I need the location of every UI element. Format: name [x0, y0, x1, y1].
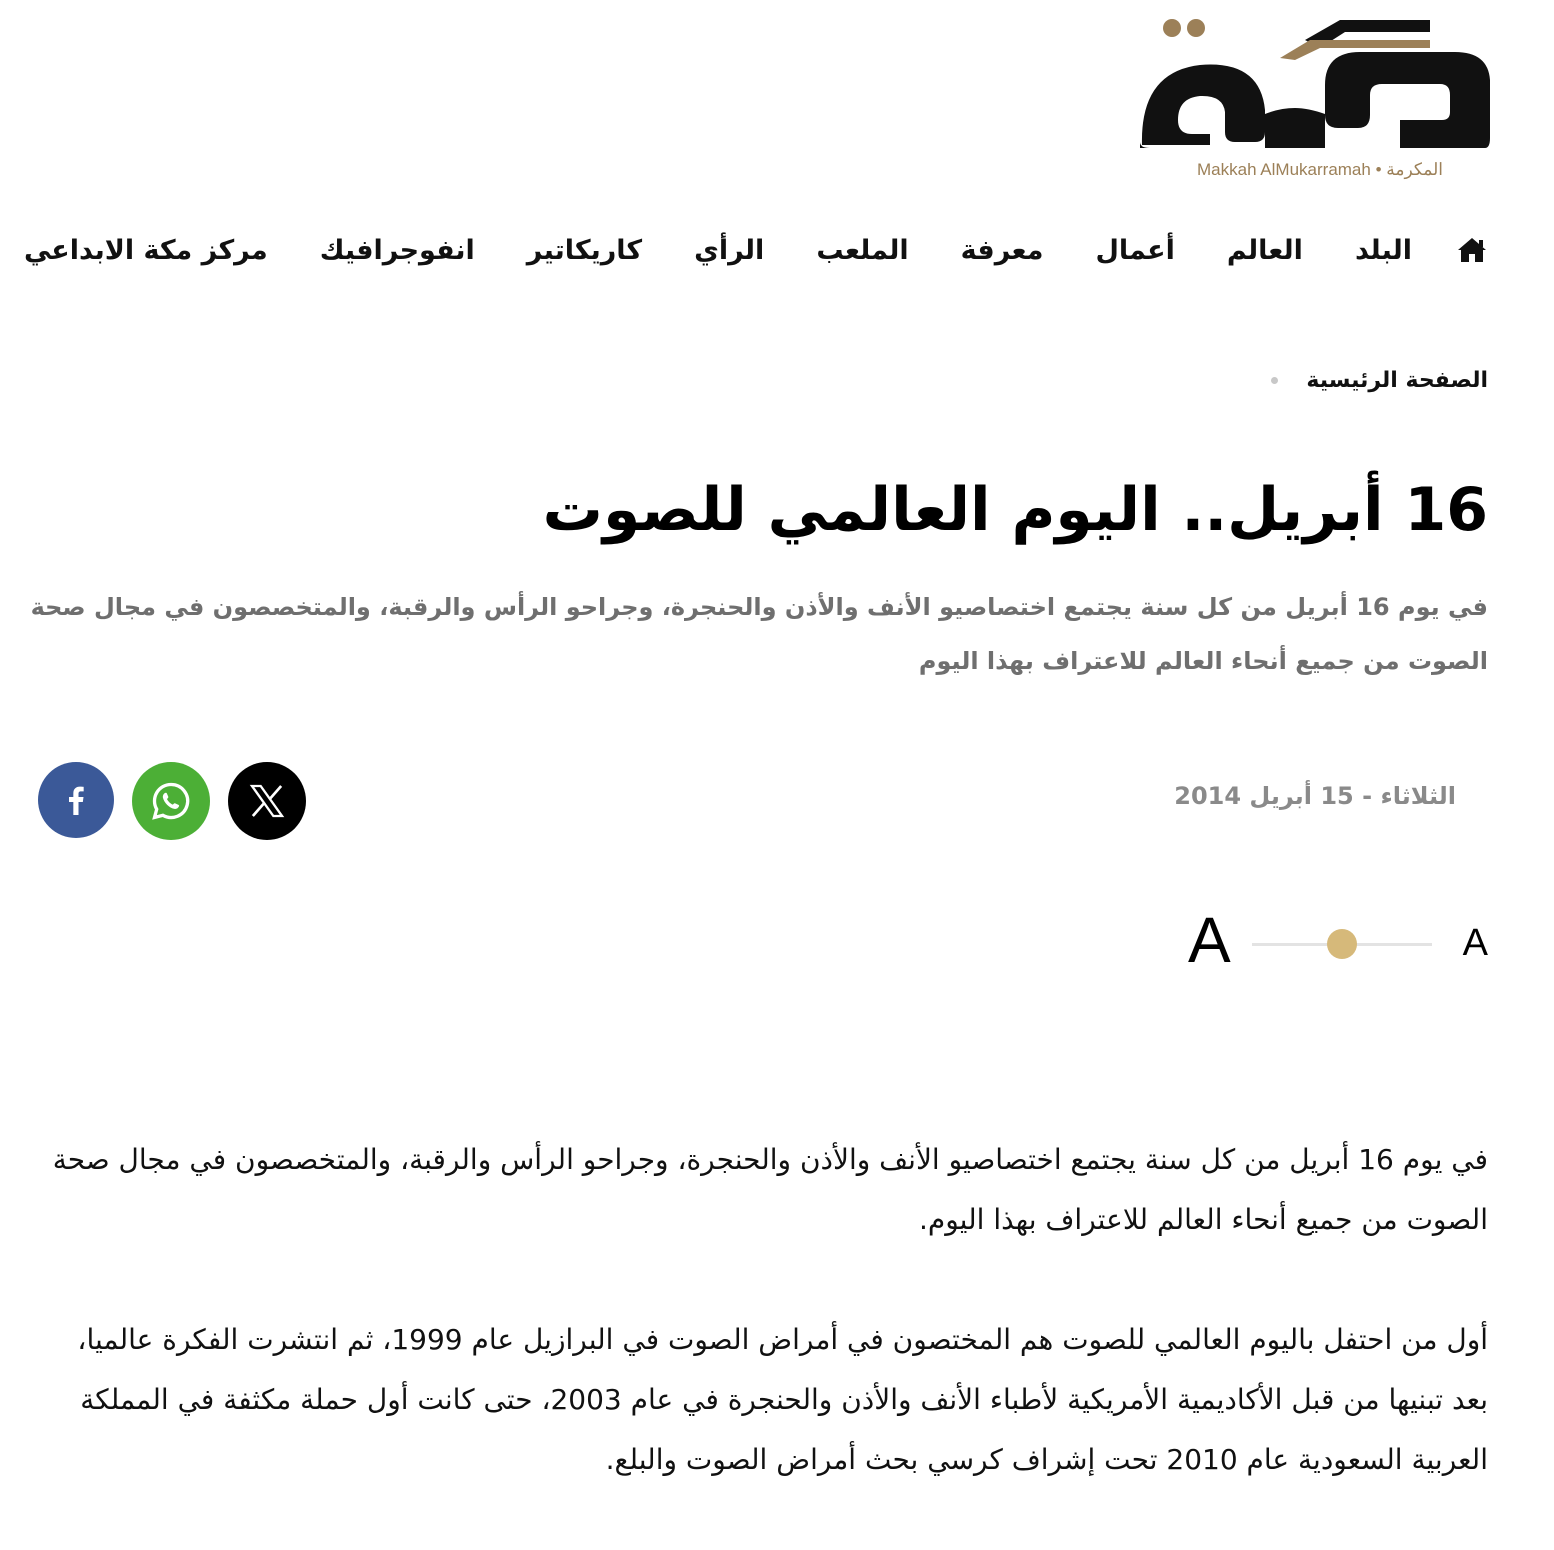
breadcrumb-home-link[interactable]: الصفحة الرئيسية [1306, 368, 1488, 393]
nav-item-business[interactable]: أعمال [1095, 234, 1175, 266]
home-nav-button[interactable] [1456, 234, 1488, 266]
nav-item-albalad[interactable]: البلد [1354, 234, 1412, 266]
font-size-control [1188, 905, 1488, 985]
nav-item-caricature[interactable]: كاريكاتير [526, 234, 643, 266]
article-summary: في يوم 16 أبريل من كل سنة يجتمع اختصاصيو الأنف والأذن والحنجرة، وجراحو الرأس والرقبة، والمتخصصون في مجال صحة الصوت من جميع أنحاء العالم للاعتراف بهذا اليوم [30, 593, 1488, 675]
nav-item-knowledge[interactable]: معرفة [960, 234, 1044, 266]
font-size-slider-knob[interactable] [1327, 929, 1357, 959]
site-logo[interactable] [1130, 10, 1500, 190]
breadcrumb-separator [1271, 377, 1278, 384]
nav-item-creative-center[interactable]: مركز مكة الابداعي [23, 234, 268, 266]
whatsapp-icon [149, 779, 193, 823]
article-title: 16 أبريل.. اليوم العالمي للصوت [542, 475, 1488, 545]
nav-item-sports[interactable]: الملعب [816, 234, 909, 266]
share-facebook-button[interactable] [38, 762, 114, 838]
article-date: الثلاثاء - 15 أبريل 2014 [1174, 782, 1456, 810]
article-body [38, 1130, 1488, 1550]
share-x-button[interactable] [228, 762, 306, 840]
home-icon [1456, 236, 1488, 264]
facebook-icon [56, 778, 96, 822]
font-size-increase-label[interactable]: A [1188, 904, 1231, 976]
font-size-decrease-label[interactable]: A [1462, 922, 1488, 964]
article-paragraph: في يوم 16 أبريل من كل سنة يجتمع اختصاصيو الأنف والأذن والحنجرة، وجراحو الرأس والرقبة، والمتخصصون في مجال صحة الصوت من جميع أنحاء العالم للاعتراف بهذا اليوم. [52, 1143, 1488, 1236]
main-nav [24, 222, 1488, 278]
share-buttons [38, 762, 306, 840]
nav-item-opinion[interactable]: الرأي [694, 234, 765, 266]
nav-item-world[interactable]: العالم [1226, 234, 1303, 266]
breadcrumb [1271, 368, 1488, 393]
article-paragraph: أول من احتفل باليوم العالمي للصوت هم المختصون في أمراض الصوت في البرازيل عام 1999، ثم انتشرت الفكرة عالميا، بعد تبنيها من قبل الأكاديمية الأمريكية لأطباء الأنف والأذن والحنجرة في عام 2003، حتى كانت أول حملة مكثفة في المملكة العربية السعودية عام 2010 تحت إشراف كرسي بحث أمراض الصوت والبلع. [77, 1323, 1488, 1476]
nav-item-infographic[interactable]: انفوجرافيك [319, 234, 475, 266]
x-icon [247, 781, 287, 821]
share-whatsapp-button[interactable] [132, 762, 210, 840]
logo-caption: Makkah AlMukarramah • المكرمة [1197, 160, 1443, 179]
